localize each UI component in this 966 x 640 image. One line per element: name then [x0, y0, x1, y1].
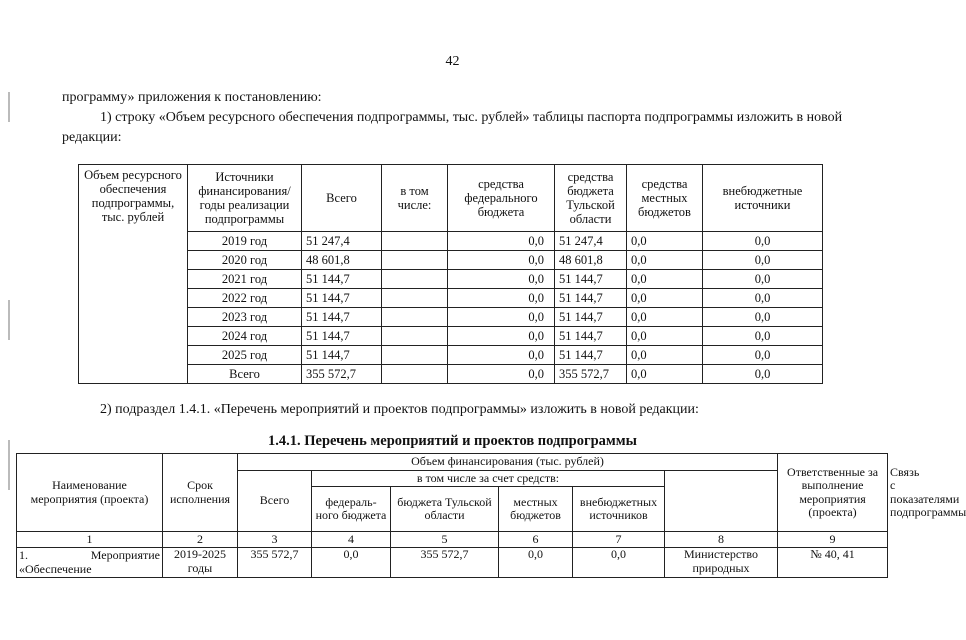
extra-cell: 0,0	[703, 251, 823, 270]
resource-table	[78, 164, 823, 384]
table-row	[79, 308, 823, 327]
year-cell: 2019 год	[188, 232, 302, 251]
regional-cell: 51 144,7	[555, 289, 627, 308]
measure-link: № 40, 41	[778, 548, 888, 578]
table-row	[79, 251, 823, 270]
regional-cell: 51 144,7	[555, 308, 627, 327]
extra-cell: 0,0	[703, 289, 823, 308]
table-row	[17, 548, 888, 578]
extra-cell: 0,0	[703, 346, 823, 365]
table-row	[79, 270, 823, 289]
header-extra: внебюджетных источников	[573, 487, 665, 532]
regional-cell: 51 144,7	[555, 346, 627, 365]
header-local: местных бюджетов	[499, 487, 573, 532]
incl-blank-cell	[382, 251, 448, 270]
scan-margin-mark	[8, 300, 10, 340]
year-cell: 2020 год	[188, 251, 302, 270]
incl-blank-cell	[382, 346, 448, 365]
column-number: 7	[573, 532, 665, 548]
column-number: 5	[391, 532, 499, 548]
table-row	[79, 346, 823, 365]
incl-blank-cell	[382, 365, 448, 384]
incl-blank-cell	[382, 232, 448, 251]
extra-cell: 0,0	[703, 270, 823, 289]
total-cell: 355 572,7	[302, 365, 382, 384]
header-incl: в том числе:	[382, 165, 448, 232]
measure-regional: 355 572,7	[391, 548, 499, 578]
federal-cell: 0,0	[448, 346, 555, 365]
measure-local: 0,0	[499, 548, 573, 578]
scan-margin-mark	[8, 92, 10, 122]
measure-name-line1: Мероприятие	[90, 548, 160, 562]
local-cell: 0,0	[627, 346, 703, 365]
local-cell: 0,0	[627, 365, 703, 384]
header-regional: бюджета Тульской области	[391, 487, 499, 532]
federal-cell: 0,0	[448, 270, 555, 289]
regional-cell: 51 144,7	[555, 327, 627, 346]
measure-number: 1.	[19, 548, 28, 562]
header-sources: Источники финансирования/ годы реализации подпрограммы	[188, 165, 302, 232]
header-federal: федераль-ного бюджета	[312, 487, 391, 532]
resource-row-label: Объем ресурсного обеспечения подпрограммы, тыс. рублей	[79, 165, 188, 384]
local-cell: 0,0	[627, 289, 703, 308]
total-cell: 51 144,7	[302, 270, 382, 289]
federal-cell: 0,0	[448, 327, 555, 346]
column-number: 9	[778, 532, 888, 548]
page-number: 42	[445, 54, 460, 69]
column-number: 8	[665, 532, 778, 548]
header-term: Срок исполнения	[163, 454, 238, 532]
measure-name-line2: «Обеспечение	[19, 561, 92, 576]
total-cell: 51 144,7	[302, 308, 382, 327]
year-cell: 2021 год	[188, 270, 302, 289]
total-cell: 51 144,7	[302, 346, 382, 365]
column-number: 4	[312, 532, 391, 548]
incl-blank-cell	[382, 327, 448, 346]
local-cell: 0,0	[627, 232, 703, 251]
regional-cell: 355 572,7	[555, 365, 627, 384]
header-total: Всего	[238, 471, 312, 532]
header-regional: средства бюджета Тульской области	[555, 165, 627, 232]
year-cell: 2022 год	[188, 289, 302, 308]
total-cell: 51 247,4	[302, 232, 382, 251]
resource-table-header	[79, 165, 823, 232]
header-funding: Объем финансирования (тыс. рублей)	[238, 454, 778, 471]
measure-total: 355 572,7	[238, 548, 312, 578]
extra-cell: 0,0	[703, 308, 823, 327]
total-cell: 51 144,7	[302, 289, 382, 308]
extra-cell: 0,0	[703, 327, 823, 346]
measure-federal: 0,0	[312, 548, 391, 578]
measures-table: Наименование мероприятия (проекта) Срок исполнения Объем финансирования (тыс. рублей) Ответственные за выполнение мероприятия (проекта) Связь с показателями подпрограммы Всего в том числе за счет средств: федераль-ного бюджета бюджета Тульской области местных бюджетов внебюджетных источников 1 2 3 4 5 6 7 8 9 1. Мероприятие «Обеспечение 2019-2025 годы 355 572,7 0,0 355 572,7 0,0 0,0 Министерство природных № 40, 41	[16, 453, 888, 578]
column-number: 3	[238, 532, 312, 548]
table-row	[79, 365, 823, 384]
paragraph-item-1: 1) строку «Объем ресурсного обеспечения подпрограммы, тыс. рублей» таблицы паспорта подпрограммы изложить в новой редакции:	[62, 110, 843, 145]
measure-term: 2019-2025 годы	[163, 548, 238, 578]
year-cell: 2025 год	[188, 346, 302, 365]
regional-cell: 48 601,8	[555, 251, 627, 270]
table-row	[79, 289, 823, 308]
column-number: 6	[499, 532, 573, 548]
federal-cell: 0,0	[448, 232, 555, 251]
local-cell: 0,0	[627, 327, 703, 346]
header-extra: внебюджетные источники	[703, 165, 823, 232]
total-cell: 51 144,7	[302, 327, 382, 346]
measure-responsible: Министерство природных	[665, 548, 778, 578]
regional-cell: 51 247,4	[555, 232, 627, 251]
header-total: Всего	[302, 165, 382, 232]
federal-cell: 0,0	[448, 289, 555, 308]
table-row	[79, 327, 823, 346]
year-cell: 2024 год	[188, 327, 302, 346]
measure-extra: 0,0	[573, 548, 665, 578]
incl-blank-cell	[382, 270, 448, 289]
year-cell: 2023 год	[188, 308, 302, 327]
table-row	[79, 232, 823, 251]
column-numbers-row	[17, 532, 888, 548]
paragraph-continuation: программу» приложения к постановлению:	[62, 90, 322, 105]
paragraph-item-2: 2) подраздел 1.4.1. «Перечень мероприятий и проектов подпрограммы» изложить в новой редакции:	[100, 402, 699, 417]
incl-blank-cell	[382, 308, 448, 327]
federal-cell: 0,0	[448, 251, 555, 270]
header-local: средства местных бюджетов	[627, 165, 703, 232]
extra-cell: 0,0	[703, 232, 823, 251]
local-cell: 0,0	[627, 270, 703, 289]
local-cell: 0,0	[627, 308, 703, 327]
total-cell: 48 601,8	[302, 251, 382, 270]
federal-cell: 0,0	[448, 308, 555, 327]
measure-name-cell	[17, 548, 163, 578]
regional-cell: 51 144,7	[555, 270, 627, 289]
local-cell: 0,0	[627, 251, 703, 270]
extra-cell: 0,0	[703, 365, 823, 384]
federal-cell: 0,0	[448, 365, 555, 384]
column-number: 1	[17, 532, 163, 548]
year-cell: Всего	[188, 365, 302, 384]
header-responsible: Ответственные за выполнение мероприятия (проекта)	[778, 454, 888, 532]
header-name: Наименование мероприятия (проекта)	[17, 454, 163, 532]
header-incl: в том числе за счет средств:	[312, 471, 665, 487]
header-federal: средства федерального бюджета	[448, 165, 555, 232]
section-title: 1.4.1. Перечень мероприятий и проектов подпрограммы	[268, 433, 637, 449]
column-number: 2	[163, 532, 238, 548]
incl-blank-cell	[382, 289, 448, 308]
